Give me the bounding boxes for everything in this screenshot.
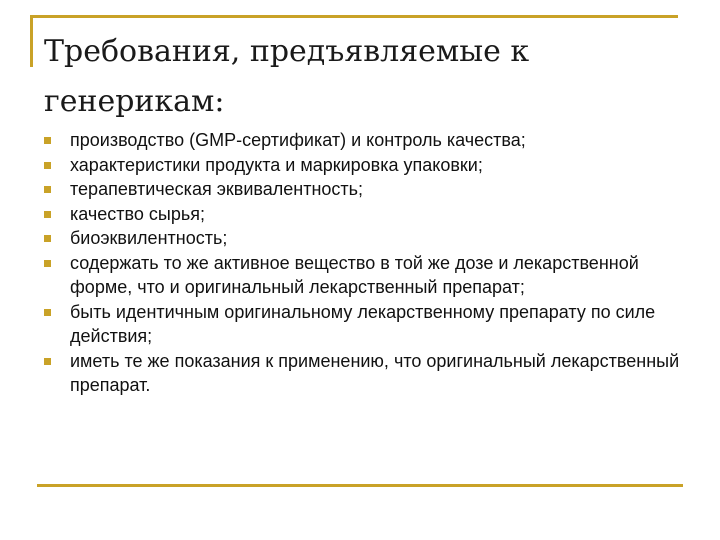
bullet-list <box>44 128 684 398</box>
frame-bottom-line <box>37 484 683 487</box>
bullet-text: быть идентичным оригинальному лекарственному препарату по силе действия; <box>70 301 656 346</box>
square-bullet-icon <box>44 309 51 316</box>
bullet-item <box>44 349 684 398</box>
bullet-item <box>44 128 684 153</box>
bullet-text: иметь те же показания к применению, что оригинальный лекарственный препарат. <box>70 350 680 395</box>
bullet-item <box>44 153 684 178</box>
square-bullet-icon <box>44 137 51 144</box>
frame-left-line <box>30 15 33 67</box>
slide-title: Требования, предъявляемые к генерикам: <box>44 34 530 119</box>
bullet-text: производство (GMP-сертификат) и контроль качества; <box>70 130 526 150</box>
square-bullet-icon <box>44 358 51 365</box>
bullet-item <box>44 251 684 300</box>
bullet-item <box>44 226 684 251</box>
bullet-item <box>44 202 684 227</box>
bullet-text: терапевтическая эквивалентность; <box>70 179 364 199</box>
square-bullet-icon <box>44 211 51 218</box>
bullet-text: качество сырья; <box>70 203 205 224</box>
bullet-item <box>44 300 684 349</box>
square-bullet-icon <box>44 162 51 169</box>
square-bullet-icon <box>44 186 51 193</box>
bullet-text: биоэквилентность; <box>70 228 228 248</box>
frame-top-line <box>30 15 678 18</box>
square-bullet-icon <box>44 235 51 242</box>
bullet-text: содержать то же активное вещество в той же дозе и лекарственной форме, что и оригинальный лекарственный препарат; <box>70 252 639 297</box>
square-bullet-icon <box>44 260 51 267</box>
bullet-item <box>44 177 684 202</box>
bullet-text: характеристики продукта и маркировка упаковки; <box>70 154 483 175</box>
